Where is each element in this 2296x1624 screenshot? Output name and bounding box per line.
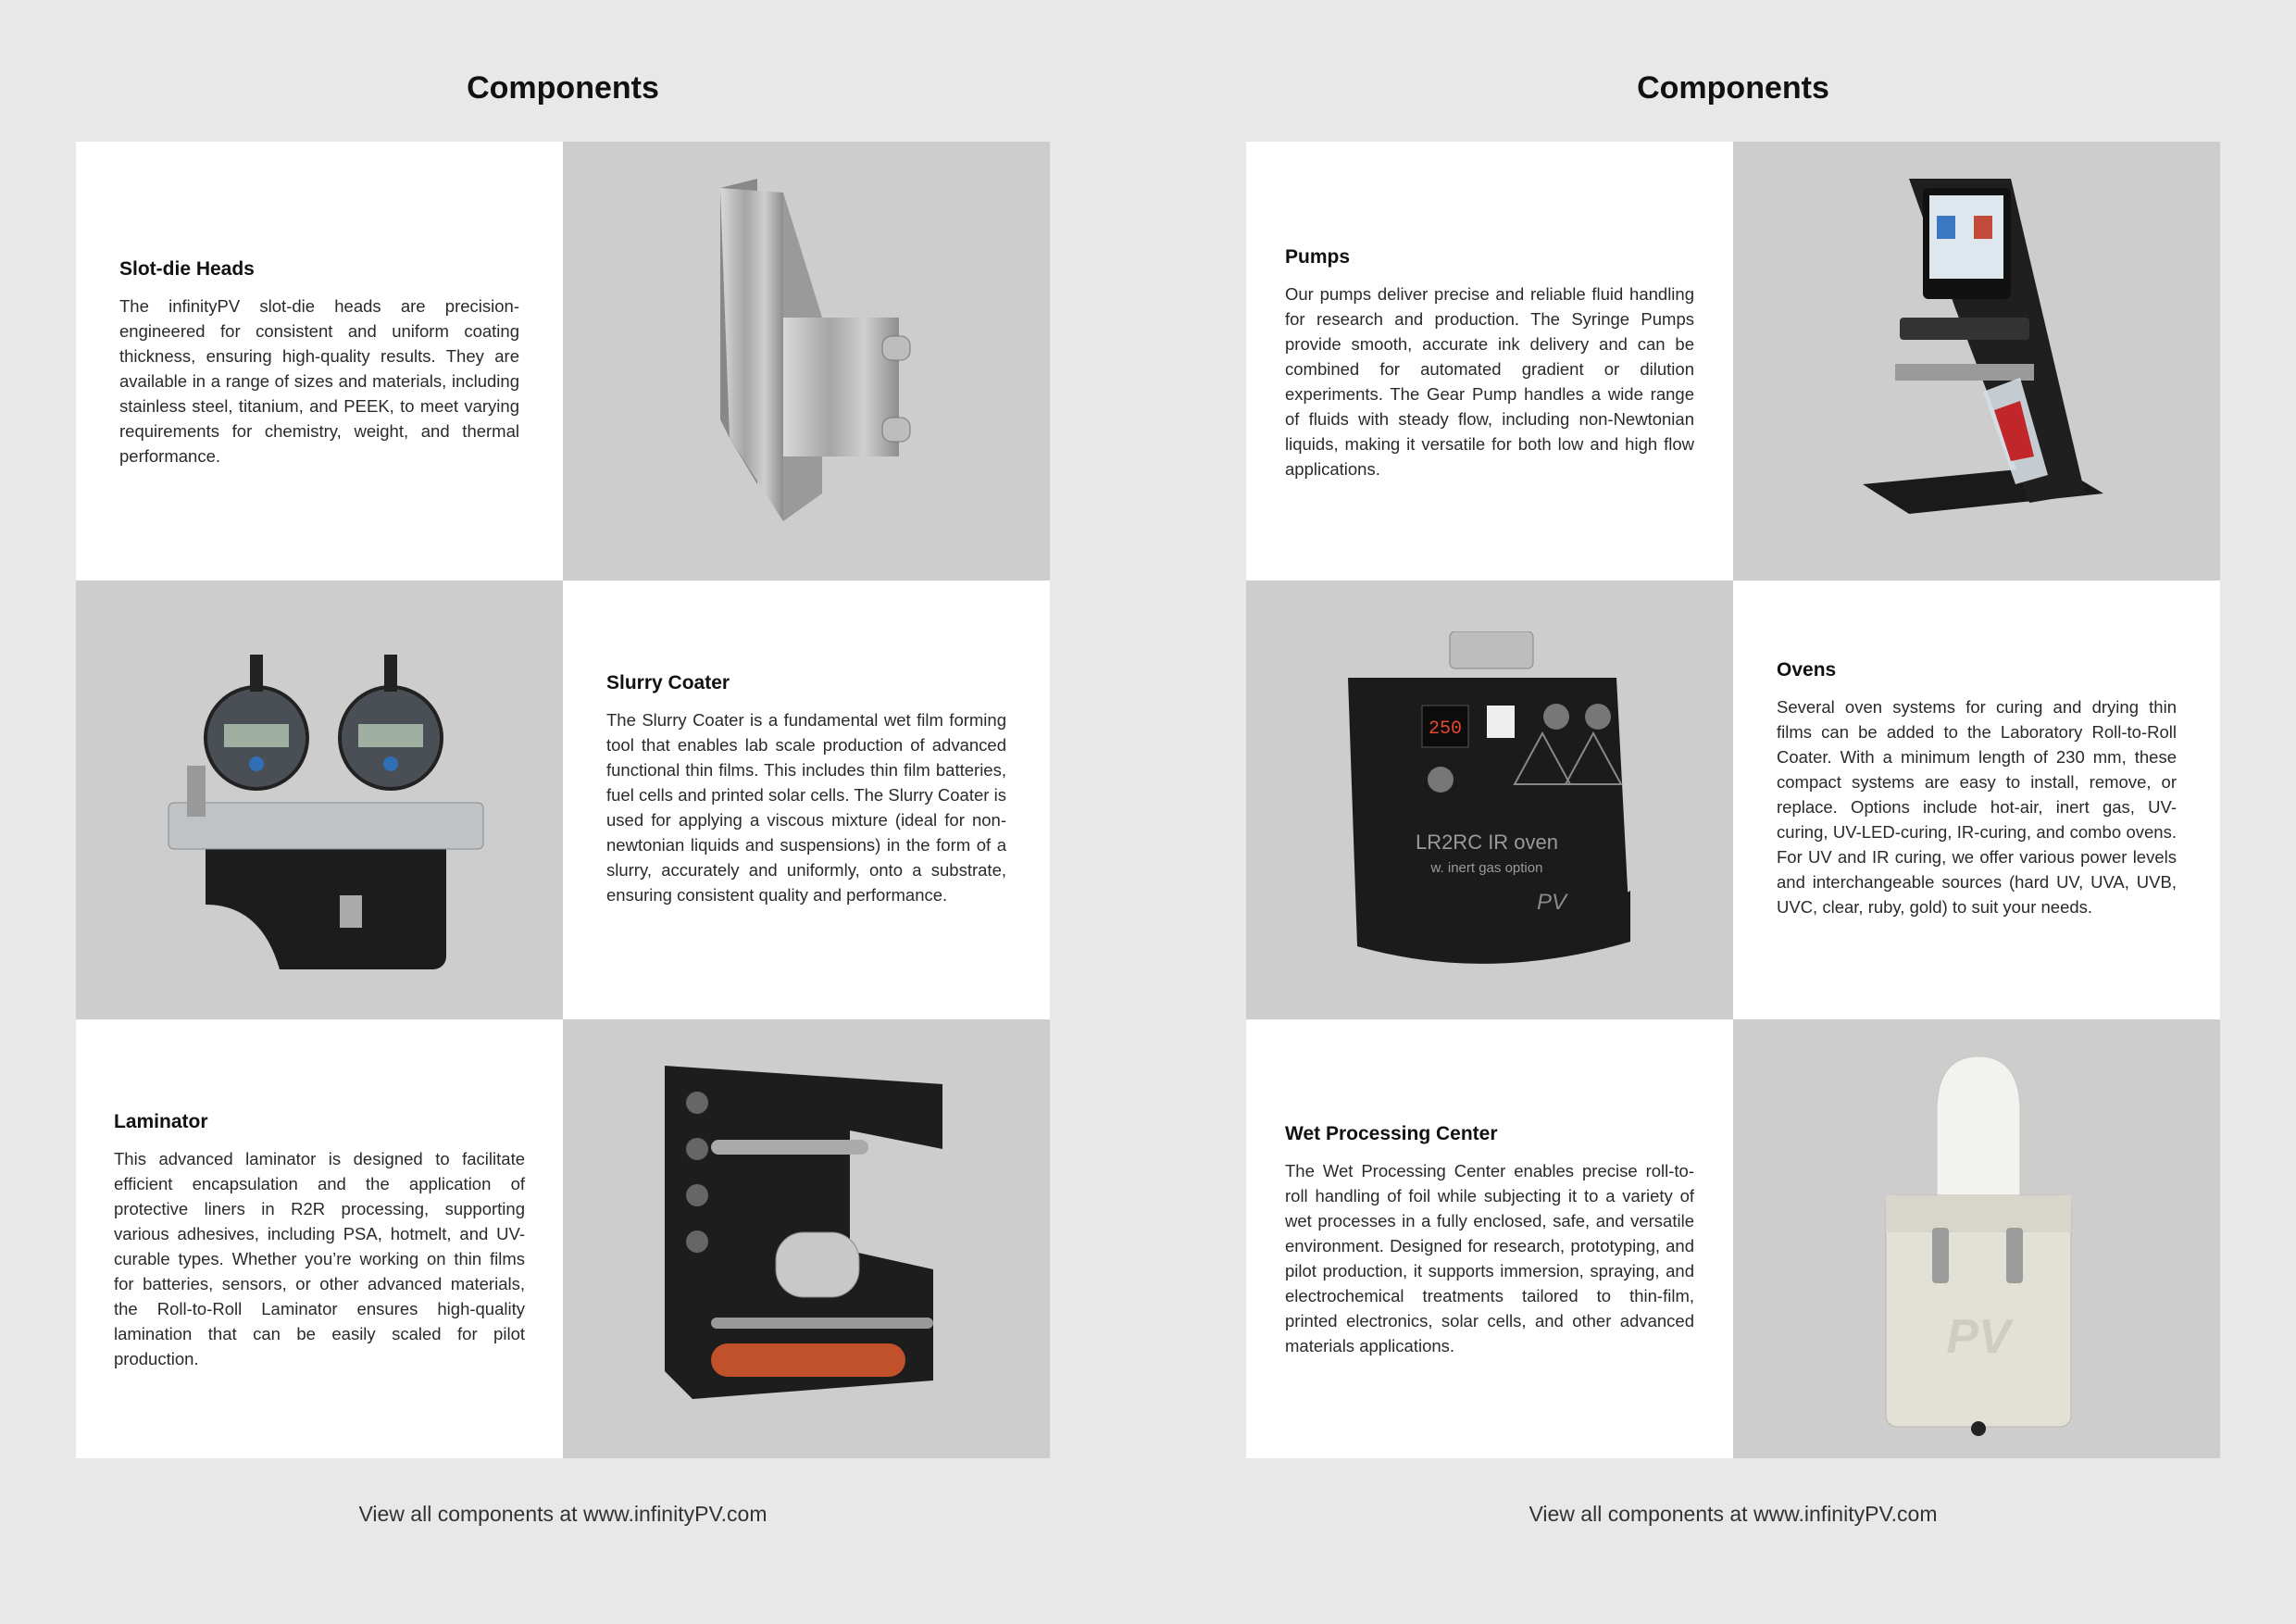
components-grid	[1246, 142, 2220, 1458]
component-description: The infinityPV slot-die heads are precision-engineered for consistent and uniform coating thickness, ensuring high-quality results. They are available in a range of sizes and materials, including stainless steel, titanium, and PEEK, to meet varying requirements for chemistry, weight, and thermal performance.	[119, 296, 519, 466]
component-card-laminator	[76, 1019, 563, 1458]
slurry-coater-image	[76, 581, 563, 1019]
component-card-wet-processing	[1246, 1019, 1733, 1458]
component-description: The Wet Processing Center enables precise roll-to-roll handling of foil while subjecting it to a variety of wet processes in a fully enclosed, safe, and versatile environment. Designed for research, prototyping, and pilot production, it supports immersion, spraying, and electrochemical treatments tailored to thin-film, printed electronics, solar cells, and other advanced materials applications.	[1285, 1161, 1694, 1355]
component-title: Pumps	[1285, 246, 1351, 268]
component-description: The Slurry Coater is a fundamental wet film forming tool that enables lab scale production of advanced functional thin films. This includes thin film batteries, fuel cells and printed solar cells. The Slurry Coater is used for applying a viscous mixture (ideal for non-newtonian liquids and suspensions) in the form of a slurry, accurately and uniformly, onto a substrate, ensuring consistent quality and performance.	[606, 710, 1006, 905]
oven-temperature-display: 250	[1428, 718, 1463, 740]
component-card-pumps	[1246, 142, 1733, 581]
slot-die-head-image	[563, 142, 1050, 581]
component-card-slot-die	[76, 142, 563, 581]
component-title: Laminator	[114, 1111, 208, 1132]
brand-logo: PV	[1536, 890, 1567, 915]
laminator-image	[563, 1019, 1050, 1458]
footer-link[interactable]: View all components at www.infinityPV.com	[358, 1502, 767, 1526]
component-description: Several oven systems for curing and drying thin films can be added to the Laboratory Roll-to-Roll Coater. With a minimum length of 230 mm, these compact systems are easy to install, remove, or replace. Options include hot-air, inert gas, UV-curing, UV-LED-curing, IR-curing, and combo ovens. For UV and IR curing, we offer various power levels and interchangeable sources (hard UV, UVA, UVB, UVC, clear, ruby, gold) to suit your needs.	[1777, 697, 2177, 917]
right-page	[1246, 0, 2220, 1624]
ir-oven-image	[1246, 581, 1733, 1019]
component-title: Slot-die Heads	[119, 258, 255, 280]
component-title: Slurry Coater	[606, 672, 730, 693]
page-title: Components	[1637, 70, 1829, 106]
oven-sublabel: w. inert gas option	[1430, 860, 1543, 876]
wet-processing-center-image	[1733, 1019, 2220, 1458]
component-card-ovens	[1733, 581, 2220, 1019]
components-grid	[76, 142, 1050, 1458]
brand-logo: PV	[1946, 1310, 2011, 1364]
page-title: Components	[467, 70, 659, 106]
oven-label: LR2RC IR oven	[1415, 831, 1559, 854]
component-title: Wet Processing Center	[1285, 1123, 1498, 1144]
footer-link[interactable]: View all components at www.infinityPV.com	[1529, 1502, 1938, 1526]
syringe-pump-image	[1733, 142, 2220, 581]
component-title: Ovens	[1777, 659, 1837, 681]
component-card-slurry-coater	[563, 581, 1050, 1019]
component-description: This advanced laminator is designed to facilitate efficient encapsulation and the application of protective liners in R2R processing, supporting various adhesives, including PSA, hotmelt, and UV-curable types. Whether you’re working on thin films for batteries, sensors, or other advanced materials, the Roll-to-Roll Laminator ensures high-quality lamination that can be easily scaled for pilot production.	[114, 1149, 525, 1368]
left-page	[76, 0, 1050, 1624]
component-description: Our pumps deliver precise and reliable fluid handling for research and production. The Syringe Pumps provide smooth, accurate ink delivery and can be combined for automated gradient or dilution experiments. The Gear Pump handles a wide range of fluids with steady flow, including non-Newtonian liquids, making it versatile for both low and high flow applications.	[1285, 284, 1694, 479]
